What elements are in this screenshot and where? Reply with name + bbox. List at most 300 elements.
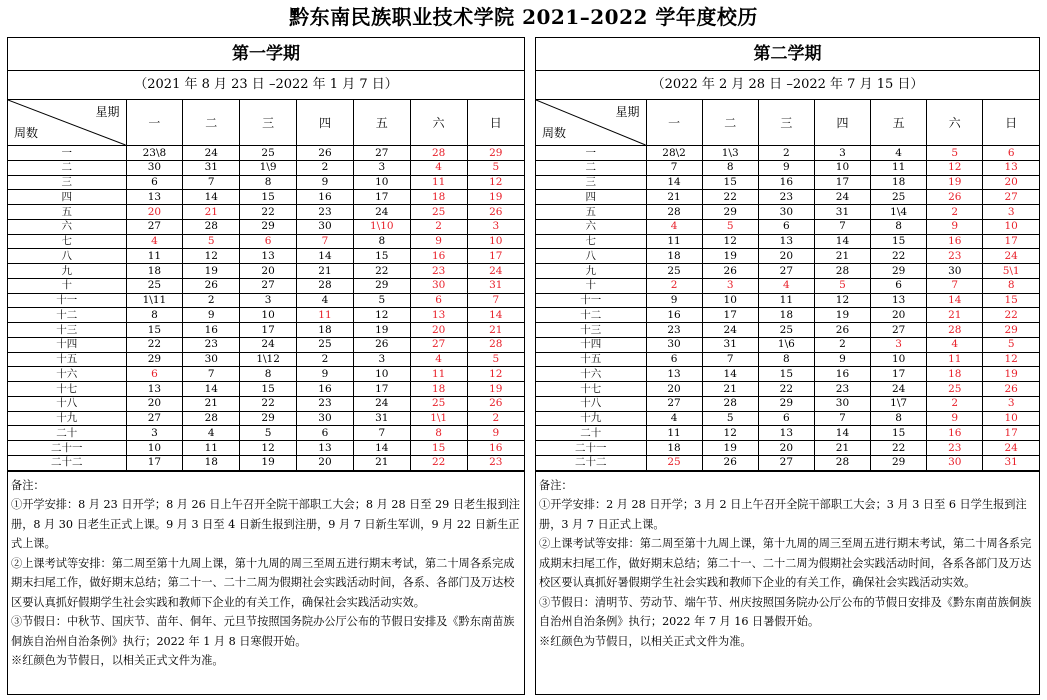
date-cell: 30 (410, 278, 467, 293)
date-cell: 17 (126, 455, 183, 470)
date-cell: 3 (983, 205, 1039, 220)
date-cell: 31 (183, 160, 240, 175)
date-cell: 24 (240, 337, 297, 352)
date-cell: 17 (814, 175, 870, 190)
date-cell: 3 (814, 146, 870, 161)
date-cell: 20 (240, 264, 297, 279)
date-cell: 11 (126, 249, 183, 264)
date-cell: 11 (410, 175, 467, 190)
date-cell: 22 (410, 455, 467, 470)
date-cell: 16 (758, 175, 814, 190)
date-cell: 19 (927, 175, 983, 190)
date-cell: 19 (183, 264, 240, 279)
date-cell: 10 (983, 219, 1039, 234)
date-cell: 22 (240, 205, 297, 220)
week-number-cell: 六 (536, 219, 646, 234)
date-cell: 23 (410, 264, 467, 279)
date-cell: 20 (126, 205, 183, 220)
week-row (8, 396, 524, 411)
week-number-cell: 十二 (8, 308, 126, 323)
date-cell: 5 (702, 411, 758, 426)
week-row (536, 160, 1039, 175)
date-cell: 11 (410, 367, 467, 382)
date-cell: 2 (297, 160, 354, 175)
date-cell: 17 (353, 190, 410, 205)
date-cell: 2 (297, 352, 354, 367)
date-cell: 4 (758, 278, 814, 293)
date-cell: 9 (927, 411, 983, 426)
week-row (8, 249, 524, 264)
date-cell: 25 (297, 337, 354, 352)
weekday-header-cell: 六 (410, 100, 467, 146)
week-row (8, 278, 524, 293)
week-row (536, 264, 1039, 279)
date-cell: 1\10 (353, 219, 410, 234)
date-cell: 29 (240, 411, 297, 426)
date-cell: 20 (871, 308, 927, 323)
week-row (8, 441, 524, 456)
date-cell: 3 (983, 396, 1039, 411)
date-cell: 28 (702, 396, 758, 411)
date-cell: 30 (297, 411, 354, 426)
date-cell: 21 (183, 396, 240, 411)
date-cell: 6 (240, 234, 297, 249)
date-cell: 20 (126, 396, 183, 411)
date-cell: 1\3 (702, 146, 758, 161)
week-row (536, 175, 1039, 190)
date-cell: 28 (814, 455, 870, 470)
date-cell: 2 (927, 205, 983, 220)
date-cell: 9 (758, 160, 814, 175)
week-number-cell: 十三 (8, 323, 126, 338)
semester1-notes (8, 471, 524, 671)
date-cell: 18 (927, 367, 983, 382)
date-cell: 19 (983, 367, 1039, 382)
date-cell: 11 (183, 441, 240, 456)
date-cell: 27 (353, 146, 410, 161)
week-row (8, 367, 524, 382)
date-cell: 26 (353, 337, 410, 352)
date-cell: 18 (758, 308, 814, 323)
date-cell: 12 (467, 367, 524, 382)
weekday-header-cell: 一 (126, 100, 183, 146)
date-cell: 14 (297, 249, 354, 264)
date-cell: 21 (702, 382, 758, 397)
date-cell: 1\4 (871, 205, 927, 220)
weekday-header-cell: 三 (240, 100, 297, 146)
week-row (536, 249, 1039, 264)
date-cell: 5 (983, 337, 1039, 352)
date-cell: 25 (758, 323, 814, 338)
date-cell: 7 (814, 219, 870, 234)
date-cell: 18 (646, 441, 702, 456)
date-cell: 29 (871, 455, 927, 470)
date-cell: 7 (927, 278, 983, 293)
date-cell: 5 (467, 352, 524, 367)
date-cell: 15 (871, 234, 927, 249)
date-cell: 15 (240, 382, 297, 397)
date-cell: 25 (240, 146, 297, 161)
date-cell: 6 (646, 352, 702, 367)
date-cell: 21 (467, 323, 524, 338)
week-number-cell: 四 (8, 190, 126, 205)
date-cell: 29 (758, 396, 814, 411)
week-number-cell: 八 (536, 249, 646, 264)
weekday-header-cell: 日 (983, 100, 1039, 146)
calendar-header-row (536, 100, 1039, 146)
date-cell: 18 (126, 264, 183, 279)
date-cell: 27 (758, 455, 814, 470)
date-cell: 3 (353, 352, 410, 367)
date-cell: 27 (126, 219, 183, 234)
date-cell: 21 (646, 190, 702, 205)
week-number-cell: 二 (8, 160, 126, 175)
week-number-cell: 十一 (536, 293, 646, 308)
date-cell: 13 (297, 441, 354, 456)
date-cell: 15 (240, 190, 297, 205)
week-number-cell: 十二 (536, 308, 646, 323)
note-line: ②上课考试等安排：第二周至第十九周上课，第十九周的周三至周五进行期末考试，第二十周各系完成期末扫尾工作，做好期末总结；第二十一、二十二周为假期社会实践活动时间，各系各部门及万达校区要认真抓好暑假期学生社会实践和教师下企业的有关工作，确保社会实践活动实效。 (539, 537, 1032, 589)
week-number-cell: 一 (536, 146, 646, 161)
date-cell: 19 (240, 455, 297, 470)
date-cell: 8 (871, 411, 927, 426)
date-cell: 10 (871, 352, 927, 367)
date-cell: 29 (240, 219, 297, 234)
date-cell: 7 (702, 352, 758, 367)
week-row (8, 264, 524, 279)
date-cell: 30 (297, 219, 354, 234)
semester1-panel (7, 37, 525, 695)
date-cell: 5 (927, 146, 983, 161)
week-number-cell: 八 (8, 249, 126, 264)
date-cell: 26 (467, 396, 524, 411)
date-cell: 17 (353, 382, 410, 397)
semester1-title: 第一学期 (8, 38, 524, 71)
date-cell: 26 (702, 455, 758, 470)
date-cell: 19 (702, 249, 758, 264)
date-cell: 30 (126, 160, 183, 175)
diagonal-header (8, 100, 126, 145)
date-cell: 17 (240, 323, 297, 338)
date-cell: 17 (983, 234, 1039, 249)
week-row (536, 455, 1039, 470)
date-cell: 11 (646, 426, 702, 441)
date-cell: 28 (183, 219, 240, 234)
date-cell: 8 (702, 160, 758, 175)
date-cell: 12 (183, 249, 240, 264)
date-cell: 26 (702, 264, 758, 279)
date-cell: 23 (467, 455, 524, 470)
date-cell: 19 (814, 308, 870, 323)
week-number-cell: 十九 (536, 411, 646, 426)
date-cell: 25 (871, 190, 927, 205)
date-cell: 27 (758, 264, 814, 279)
date-cell: 9 (410, 234, 467, 249)
week-number-cell: 十五 (8, 352, 126, 367)
week-number-cell: 四 (536, 190, 646, 205)
date-cell: 3 (467, 219, 524, 234)
note-line: ③节假日：中秋节、国庆节、苗年、侗年、元旦节按照国务院办公厅公布的节假日安排及《黔东南苗族侗族自治州自治条例》执行；2022 年 1 月 8 日寒假开始。 (11, 615, 515, 648)
week-number-cell: 六 (8, 219, 126, 234)
date-cell: 12 (983, 352, 1039, 367)
date-cell: 24 (183, 146, 240, 161)
weekday-header-cell: 四 (814, 100, 870, 146)
date-cell: 6 (871, 278, 927, 293)
week-row (8, 175, 524, 190)
week-row (536, 146, 1039, 161)
date-cell: 16 (297, 382, 354, 397)
date-cell: 8 (410, 426, 467, 441)
week-row (8, 293, 524, 308)
date-cell: 28 (183, 411, 240, 426)
date-cell: 18 (410, 382, 467, 397)
semester2-notes (536, 471, 1039, 652)
week-row (8, 190, 524, 205)
week-number-cell: 十九 (8, 411, 126, 426)
date-cell: 22 (871, 249, 927, 264)
week-row (536, 308, 1039, 323)
date-cell: 12 (814, 293, 870, 308)
week-number-cell: 七 (536, 234, 646, 249)
date-cell: 22 (126, 337, 183, 352)
date-cell: 17 (702, 308, 758, 323)
date-cell: 28\2 (646, 146, 702, 161)
weekday-axis-label: 星期 (95, 105, 120, 119)
date-cell: 27 (410, 337, 467, 352)
date-cell: 17 (467, 249, 524, 264)
date-cell: 21 (297, 264, 354, 279)
header-corner-cell (8, 100, 126, 146)
date-cell: 4 (410, 352, 467, 367)
date-cell: 4 (410, 160, 467, 175)
semester2-range: （2022 年 2 月 28 日 –2022 年 7 月 15 日） (651, 77, 924, 92)
semester2-title: 第二学期 (536, 38, 1039, 71)
date-cell: 2 (927, 396, 983, 411)
date-cell: 5 (702, 219, 758, 234)
diagonal-header (536, 100, 646, 145)
date-cell: 2 (183, 293, 240, 308)
date-cell: 24 (353, 396, 410, 411)
date-cell: 25 (927, 382, 983, 397)
note-line: 备注： (539, 478, 573, 492)
date-cell: 5 (467, 160, 524, 175)
weekday-header-cell: 一 (646, 100, 702, 146)
date-cell: 10 (983, 411, 1039, 426)
date-cell: 1\1 (410, 411, 467, 426)
date-cell: 1\6 (758, 337, 814, 352)
week-number-cell: 二十二 (8, 455, 126, 470)
date-cell: 29 (983, 323, 1039, 338)
date-cell: 17 (983, 426, 1039, 441)
date-cell: 28 (467, 337, 524, 352)
date-cell: 24 (467, 264, 524, 279)
date-cell: 15 (410, 441, 467, 456)
semester1-calendar-table (8, 99, 524, 471)
date-cell: 15 (758, 367, 814, 382)
date-cell: 16 (927, 234, 983, 249)
week-row (8, 426, 524, 441)
date-cell: 12 (240, 441, 297, 456)
week-number-cell: 十五 (536, 352, 646, 367)
date-cell: 9 (927, 219, 983, 234)
date-cell: 11 (297, 308, 354, 323)
date-cell: 30 (814, 396, 870, 411)
note-line: ①开学安排：2 月 28 日开学；3 月 2 日上午召开全院干部职工大会；3 月 3 日至 6 日学生报到注册，3 月 7 日正式上课。 (539, 498, 1027, 531)
week-number-cell: 十 (536, 278, 646, 293)
week-row (8, 146, 524, 161)
date-cell: 9 (183, 308, 240, 323)
date-cell: 6 (410, 293, 467, 308)
week-number-cell: 二十 (8, 426, 126, 441)
date-cell: 13 (758, 426, 814, 441)
date-cell: 16 (814, 367, 870, 382)
date-cell: 1\9 (240, 160, 297, 175)
date-cell: 8 (240, 175, 297, 190)
date-cell: 23 (646, 323, 702, 338)
date-cell: 16 (467, 441, 524, 456)
date-cell: 27 (871, 323, 927, 338)
date-cell: 4 (183, 426, 240, 441)
date-cell: 25 (646, 264, 702, 279)
date-cell: 14 (814, 426, 870, 441)
date-cell: 20 (297, 455, 354, 470)
date-cell: 14 (702, 367, 758, 382)
date-cell: 28 (410, 146, 467, 161)
week-row (536, 441, 1039, 456)
date-cell: 10 (126, 441, 183, 456)
date-cell: 12 (927, 160, 983, 175)
date-cell: 9 (814, 352, 870, 367)
date-cell: 19 (467, 190, 524, 205)
date-cell: 12 (702, 426, 758, 441)
date-cell: 27 (126, 411, 183, 426)
date-cell: 9 (467, 426, 524, 441)
date-cell: 29 (702, 205, 758, 220)
week-number-cell: 九 (8, 264, 126, 279)
date-cell: 11 (646, 234, 702, 249)
date-cell: 26 (183, 278, 240, 293)
date-cell: 30 (646, 337, 702, 352)
date-cell: 30 (183, 352, 240, 367)
date-cell: 27 (983, 190, 1039, 205)
date-cell: 26 (297, 146, 354, 161)
week-row (536, 426, 1039, 441)
date-cell: 13 (646, 367, 702, 382)
note-line: ①开学安排：8 月 23 日开学；8 月 26 日上午召开全院干部职工大会；8 月 28 日至 29 日老生报到注册，8 月 30 日老生正式上课。9 月 3 日至 4 日新生报到注册，9 月 7 日新生军训，9 月 22 日新生正式上课。 (11, 498, 520, 550)
date-cell: 13 (871, 293, 927, 308)
week-number-cell: 五 (536, 205, 646, 220)
date-cell: 3 (871, 337, 927, 352)
date-cell: 4 (126, 234, 183, 249)
date-cell: 15 (702, 175, 758, 190)
date-cell: 11 (871, 160, 927, 175)
date-cell: 2 (814, 337, 870, 352)
weekday-header-cell: 六 (927, 100, 983, 146)
date-cell: 7 (814, 411, 870, 426)
date-cell: 25 (126, 278, 183, 293)
week-axis-label: 周数 (14, 126, 39, 140)
date-cell: 24 (871, 382, 927, 397)
date-cell: 5 (353, 293, 410, 308)
weekday-axis-label: 星期 (615, 105, 640, 119)
date-cell: 20 (758, 441, 814, 456)
date-cell: 15 (983, 293, 1039, 308)
week-row (536, 205, 1039, 220)
date-cell: 18 (410, 190, 467, 205)
date-cell: 2 (410, 219, 467, 234)
date-cell: 14 (183, 382, 240, 397)
date-cell: 11 (927, 352, 983, 367)
date-cell: 6 (758, 411, 814, 426)
date-cell: 21 (927, 308, 983, 323)
date-cell: 5 (814, 278, 870, 293)
date-cell: 19 (702, 441, 758, 456)
week-number-cell: 三 (536, 175, 646, 190)
date-cell: 22 (758, 382, 814, 397)
week-number-cell: 三 (8, 175, 126, 190)
week-row (8, 234, 524, 249)
date-cell: 6 (126, 367, 183, 382)
date-cell: 2 (646, 278, 702, 293)
date-cell: 19 (467, 382, 524, 397)
date-cell: 21 (353, 455, 410, 470)
date-cell: 21 (814, 441, 870, 456)
weekday-header-cell: 五 (353, 100, 410, 146)
date-cell: 28 (927, 323, 983, 338)
date-cell: 9 (297, 175, 354, 190)
date-cell: 18 (871, 175, 927, 190)
date-cell: 31 (467, 278, 524, 293)
week-row (536, 367, 1039, 382)
date-cell: 9 (646, 293, 702, 308)
week-row (8, 160, 524, 175)
date-cell: 10 (240, 308, 297, 323)
date-cell: 18 (646, 249, 702, 264)
week-number-cell: 十七 (8, 382, 126, 397)
weekday-header-cell: 五 (871, 100, 927, 146)
date-cell: 4 (646, 411, 702, 426)
week-number-cell: 十八 (536, 396, 646, 411)
date-cell: 8 (240, 367, 297, 382)
semester1-range: （2021 年 8 月 23 日 –2022 年 1 月 7 日） (134, 77, 398, 92)
date-cell: 24 (983, 441, 1039, 456)
date-cell: 20 (983, 175, 1039, 190)
date-cell: 5 (240, 426, 297, 441)
date-cell: 3 (126, 426, 183, 441)
week-row (8, 219, 524, 234)
date-cell: 7 (646, 160, 702, 175)
date-cell: 31 (353, 411, 410, 426)
date-cell: 21 (183, 205, 240, 220)
date-cell: 16 (297, 190, 354, 205)
date-cell: 28 (646, 205, 702, 220)
semester2-calendar-table (536, 99, 1039, 471)
date-cell: 27 (646, 396, 702, 411)
date-cell: 10 (353, 175, 410, 190)
week-row (536, 278, 1039, 293)
date-cell: 7 (297, 234, 354, 249)
week-row (536, 234, 1039, 249)
date-cell: 16 (646, 308, 702, 323)
date-cell: 26 (814, 323, 870, 338)
week-row (8, 337, 524, 352)
date-cell: 9 (297, 367, 354, 382)
date-cell: 17 (871, 367, 927, 382)
date-cell: 29 (871, 264, 927, 279)
date-cell: 23 (297, 205, 354, 220)
date-cell: 23 (927, 249, 983, 264)
date-cell: 25 (646, 455, 702, 470)
